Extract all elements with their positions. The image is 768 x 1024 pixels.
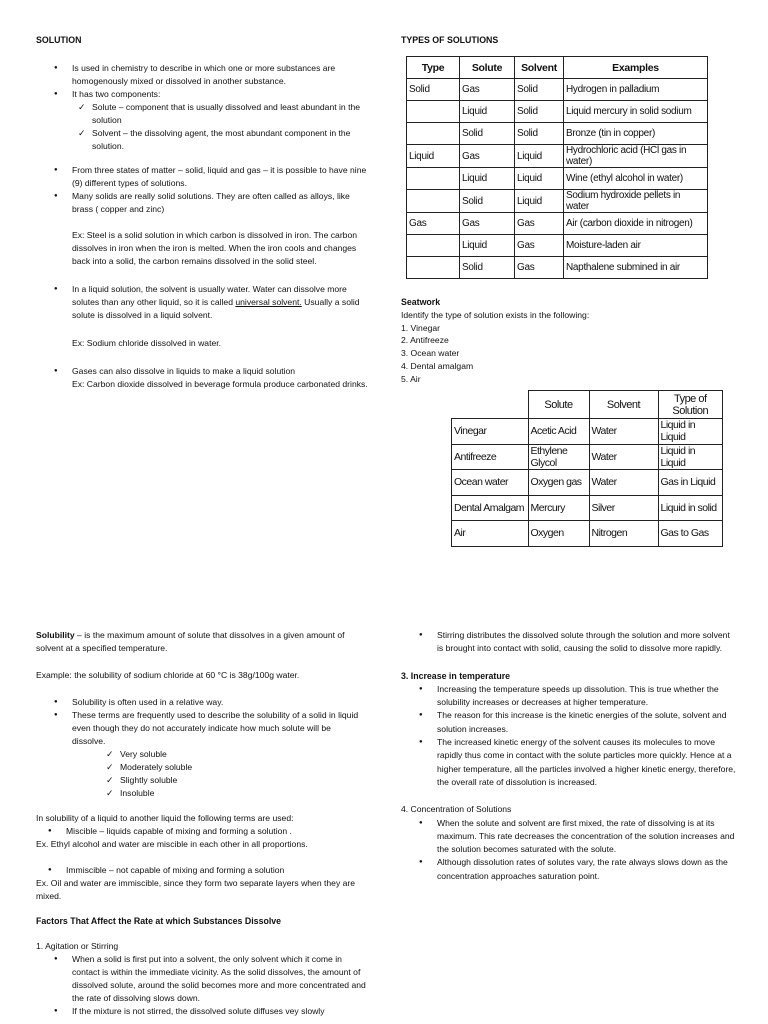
list-item: ● Although dissolution rates of solutes vary, the rate always slows down as the concentration approaches saturation point. [437,856,737,883]
header-examples: Examples [564,57,708,79]
table-cell: Solid [460,123,515,145]
table-cell: Water [589,470,658,496]
nacl-example: Ex: Sodium chloride dissolved in water. [72,338,222,348]
solution-title: SOLUTION [36,35,82,45]
table-row [452,470,723,496]
table-cell: Liquid [407,145,460,168]
table-cell: Liquid [460,235,515,257]
seatwork-answer-table [451,390,723,547]
seatwork-instruction: Identify the type of solution exists in the following: [401,309,590,320]
seatwork-item: 1. Vinegar [401,322,441,333]
table-cell: Moisture-laden air [564,235,708,257]
table-cell [407,123,460,145]
table-cell: Acetic Acid [528,419,589,445]
table-cell: Antifreeze [452,444,529,470]
table-cell: Napthalene submined in air [564,257,708,279]
table-cell [407,190,460,213]
table-cell: Liquid in Liquid [658,444,723,470]
solution-list-2 [36,164,372,216]
table-cell: Silver [589,495,658,521]
table-cell: Solid [460,257,515,279]
table-row [407,257,708,279]
table-row [452,444,723,470]
table-cell: Oxygen gas [528,470,589,496]
table-row [407,79,708,101]
list-item: ● Miscible – liquids capable of mixing and forming a solution . [66,825,366,838]
types-of-solutions-table [406,56,708,279]
solution-section [36,34,372,391]
table-cell: Solid [515,123,564,145]
solution-list [36,62,372,153]
list-item: ● Gases can also dissolve in liquids to make a liquid solution Ex: Carbon dioxide dissolved in beverage formula produce carbonated drinks. [72,365,372,391]
table-cell: Gas [460,213,515,235]
factor-3-title: 3. Increase in temperature [401,670,511,681]
seatwork-item: 5. Air [401,373,421,384]
table-row [407,145,708,168]
table-cell: Vinegar [452,419,529,445]
table-cell: Liquid [515,145,564,168]
table-row [407,213,708,235]
table-cell: Sodium hydroxide pellets in water [564,190,708,213]
list-item: ● Stirring distributes the dissolved solute through the solution and more solvent is brought into contact with solid, causing the solid to dissolve more rapidly. [437,629,737,656]
table-cell: Air [452,521,529,547]
list-item: ● The increased kinetic energy of the solvent causes its molecules to move rapidly thus come in contact with the solute particles more quickly. Hence at a higher temperature, all the particles involved a higher kinetic energy, therefore, the overall rate of dissolution is increased. [437,736,737,789]
solubility-term: Solubility [36,630,75,640]
table-row [407,168,708,190]
table-cell: Solid [460,190,515,213]
list-item: ● These terms are frequently used to describe the solubility of a solid in liquid even though they do not accurately indicate how much solute will be dissolve. [72,709,366,748]
table-cell: Liquid in Liquid [658,419,723,445]
factor-1-title: 1. Agitation or Stirring [36,941,119,951]
seatwork-table-body [452,419,723,547]
table-cell: Liquid [460,168,515,190]
table-row [452,521,723,547]
table-cell: Bronze (tin in copper) [564,123,708,145]
steel-example: Ex: Steel is a solid solution in which carbon is dissolved in iron. The carbon dissolves in iron when the iron is melted. When the iron cools and changes back into a solid, the carbon remains dissolved in the solid steel. [72,230,358,266]
table-cell: Ocean water [452,470,529,496]
solubility-list [36,696,366,748]
table-cell: Solid [515,79,564,101]
header-solute: Solute [528,391,589,419]
factor-4-list [401,817,737,883]
seatwork-items [401,322,731,386]
stirring-list [401,629,737,656]
types-section [401,34,731,47]
table-cell: Liquid [460,101,515,123]
factors-title: Factors That Affect the Rate at which Substances Dissolve [36,916,282,926]
list-item: ✓ Insoluble [120,787,366,800]
solubility-definition: Solubility – is the maximum amount of solute that dissolves in a given amount of solvent at a specified temperature. [36,630,345,653]
table-row [407,190,708,213]
header-blank [452,391,529,419]
table-cell: Wine (ethyl alcohol in water) [564,168,708,190]
list-item: ● Immiscible – not capable of mixing and forming a solution [66,864,366,877]
list-item: ● From three states of matter – solid, liquid and gas – it is possible to have nine (9) different types of solutions. [72,164,372,190]
header-solvent: Solvent [589,391,658,419]
miscible-example: Ex. Ethyl alcohol and water are miscible in each other in all proportions. [36,839,308,849]
table-row [407,101,708,123]
table-cell: Hydrogen in palladium [564,79,708,101]
list-item: ● Solubility is often used in a relative way. [72,696,366,709]
seatwork-item: 4. Dental amalgam [401,360,474,371]
table-cell: Ethylene Glycol [528,444,589,470]
list-item: ● Increasing the temperature speeds up dissolution. This is true whether the solubility increases or decreases at higher temperature. [437,683,737,710]
table-cell [407,257,460,279]
table-row [407,235,708,257]
seatwork-item: 2. Antifreeze [401,335,449,346]
factor-3-list [401,683,737,789]
list-item: ✓ Moderately soluble [120,761,366,774]
factors-continued-section [401,629,737,883]
list-item: ● If the mixture is not stirred, the dissolved solute diffuses vey slowly [72,1005,366,1018]
table-cell: Oxygen [528,521,589,547]
table-cell [407,235,460,257]
header-solvent: Solvent [515,57,564,79]
table-cell [407,168,460,190]
table-cell: Nitrogen [589,521,658,547]
seatwork-section [401,296,731,386]
miscible-list [36,825,366,838]
immiscible-list [36,864,366,877]
header-type-of-solution: Type of Solution [658,391,723,419]
factor-4-title: 4. Concentration of Solutions [401,804,512,815]
solubility-example: Example: the solubility of sodium chloride at 60 °C is 38g/100g water. [36,670,300,680]
table-cell: Liquid [515,168,564,190]
table-cell: Gas [407,213,460,235]
table-header-row [452,391,723,419]
list-item: ● It has two components: ✓ Solute – component that is usually dissolved and least abundant in the solution ✓ Solvent – the dissolving agent, the most abundant component in the solution. [72,88,372,153]
table-cell: Water [589,444,658,470]
types-title: TYPES OF SOLUTIONS [401,35,499,45]
table-cell: Mercury [528,495,589,521]
immiscible-example: Ex. Oil and water are immiscible, since they form two separate layers when they are mixed. [36,878,356,901]
solubility-terms-list [36,748,366,800]
table-header-row [407,57,708,79]
table-cell: Liquid mercury in solid sodium [564,101,708,123]
table-cell: Liquid [515,190,564,213]
components-list [72,101,372,153]
header-solute: Solute [460,57,515,79]
seatwork-title: Seatwork [401,297,441,307]
table-cell: Liquid in solid [658,495,723,521]
list-item: ✓ Solvent – the dissolving agent, the most abundant component in the solution. [92,127,372,153]
list-item: ● Many solids are really solid solutions. They are often called as alloys, like brass ( copper and zinc) [72,190,372,216]
table-cell: Solid [515,101,564,123]
header-type: Type [407,57,460,79]
list-item: ✓ Very soluble [120,748,366,761]
table-row [452,495,723,521]
types-table-body [407,79,708,279]
list-item: ● When a solid is first put into a solvent, the only solvent which it come in contact is within the immediate vicinity. As the solid dissolves, the amount of dissolved solute, around the solid becomes more and more concentrated and the rate of dissolving slows down. [72,953,366,1005]
list-item: ● In a liquid solution, the solvent is usually water. Water can dissolve more solutes than any other liquid, so it is called universal solvent. Usually a solid solute is dissolved in a liquid solvent. [72,283,372,322]
table-cell: Gas [460,145,515,168]
table-cell: Gas to Gas [658,521,723,547]
table-cell: Solid [407,79,460,101]
table-cell: Gas [515,257,564,279]
table-row [452,419,723,445]
table-cell: Gas [515,213,564,235]
solubility-section [36,629,366,1018]
table-cell [407,101,460,123]
table-cell: Hydrochloric acid (HCl gas in water) [564,145,708,168]
table-cell: Dental Amalgam [452,495,529,521]
universal-solvent-term: universal solvent. [235,297,302,307]
table-cell: Gas [515,235,564,257]
factor-1-list [36,953,366,1018]
seatwork-item: 3. Ocean water [401,348,460,359]
list-item: ● When the solute and solvent are first mixed, the rate of dissolving is at its maximum. This rate decreases the concentration of the solution increases and the solution becomes saturated with the solute. [437,817,737,857]
table-cell: Water [589,419,658,445]
list-item: ✓ Slightly soluble [120,774,366,787]
table-cell: Gas in Liquid [658,470,723,496]
table-cell: Gas [460,79,515,101]
solution-list-4 [36,365,372,391]
list-item: ● The reason for this increase is the kinetic energies of the solute, solvent and solution increases. [437,709,737,736]
list-item: ✓ Solute – component that is usually dissolved and least abundant in the solution [92,101,372,127]
liquid-terms-intro: In solubility of a liquid to another liquid the following terms are used: [36,813,294,823]
list-item: ● Is used in chemistry to describe in which one or more substances are homogenously mixed or dissolved in another substance. [72,62,372,88]
solution-list-3 [36,283,372,322]
table-row [407,123,708,145]
table-cell: Air (carbon dioxide in nitrogen) [564,213,708,235]
